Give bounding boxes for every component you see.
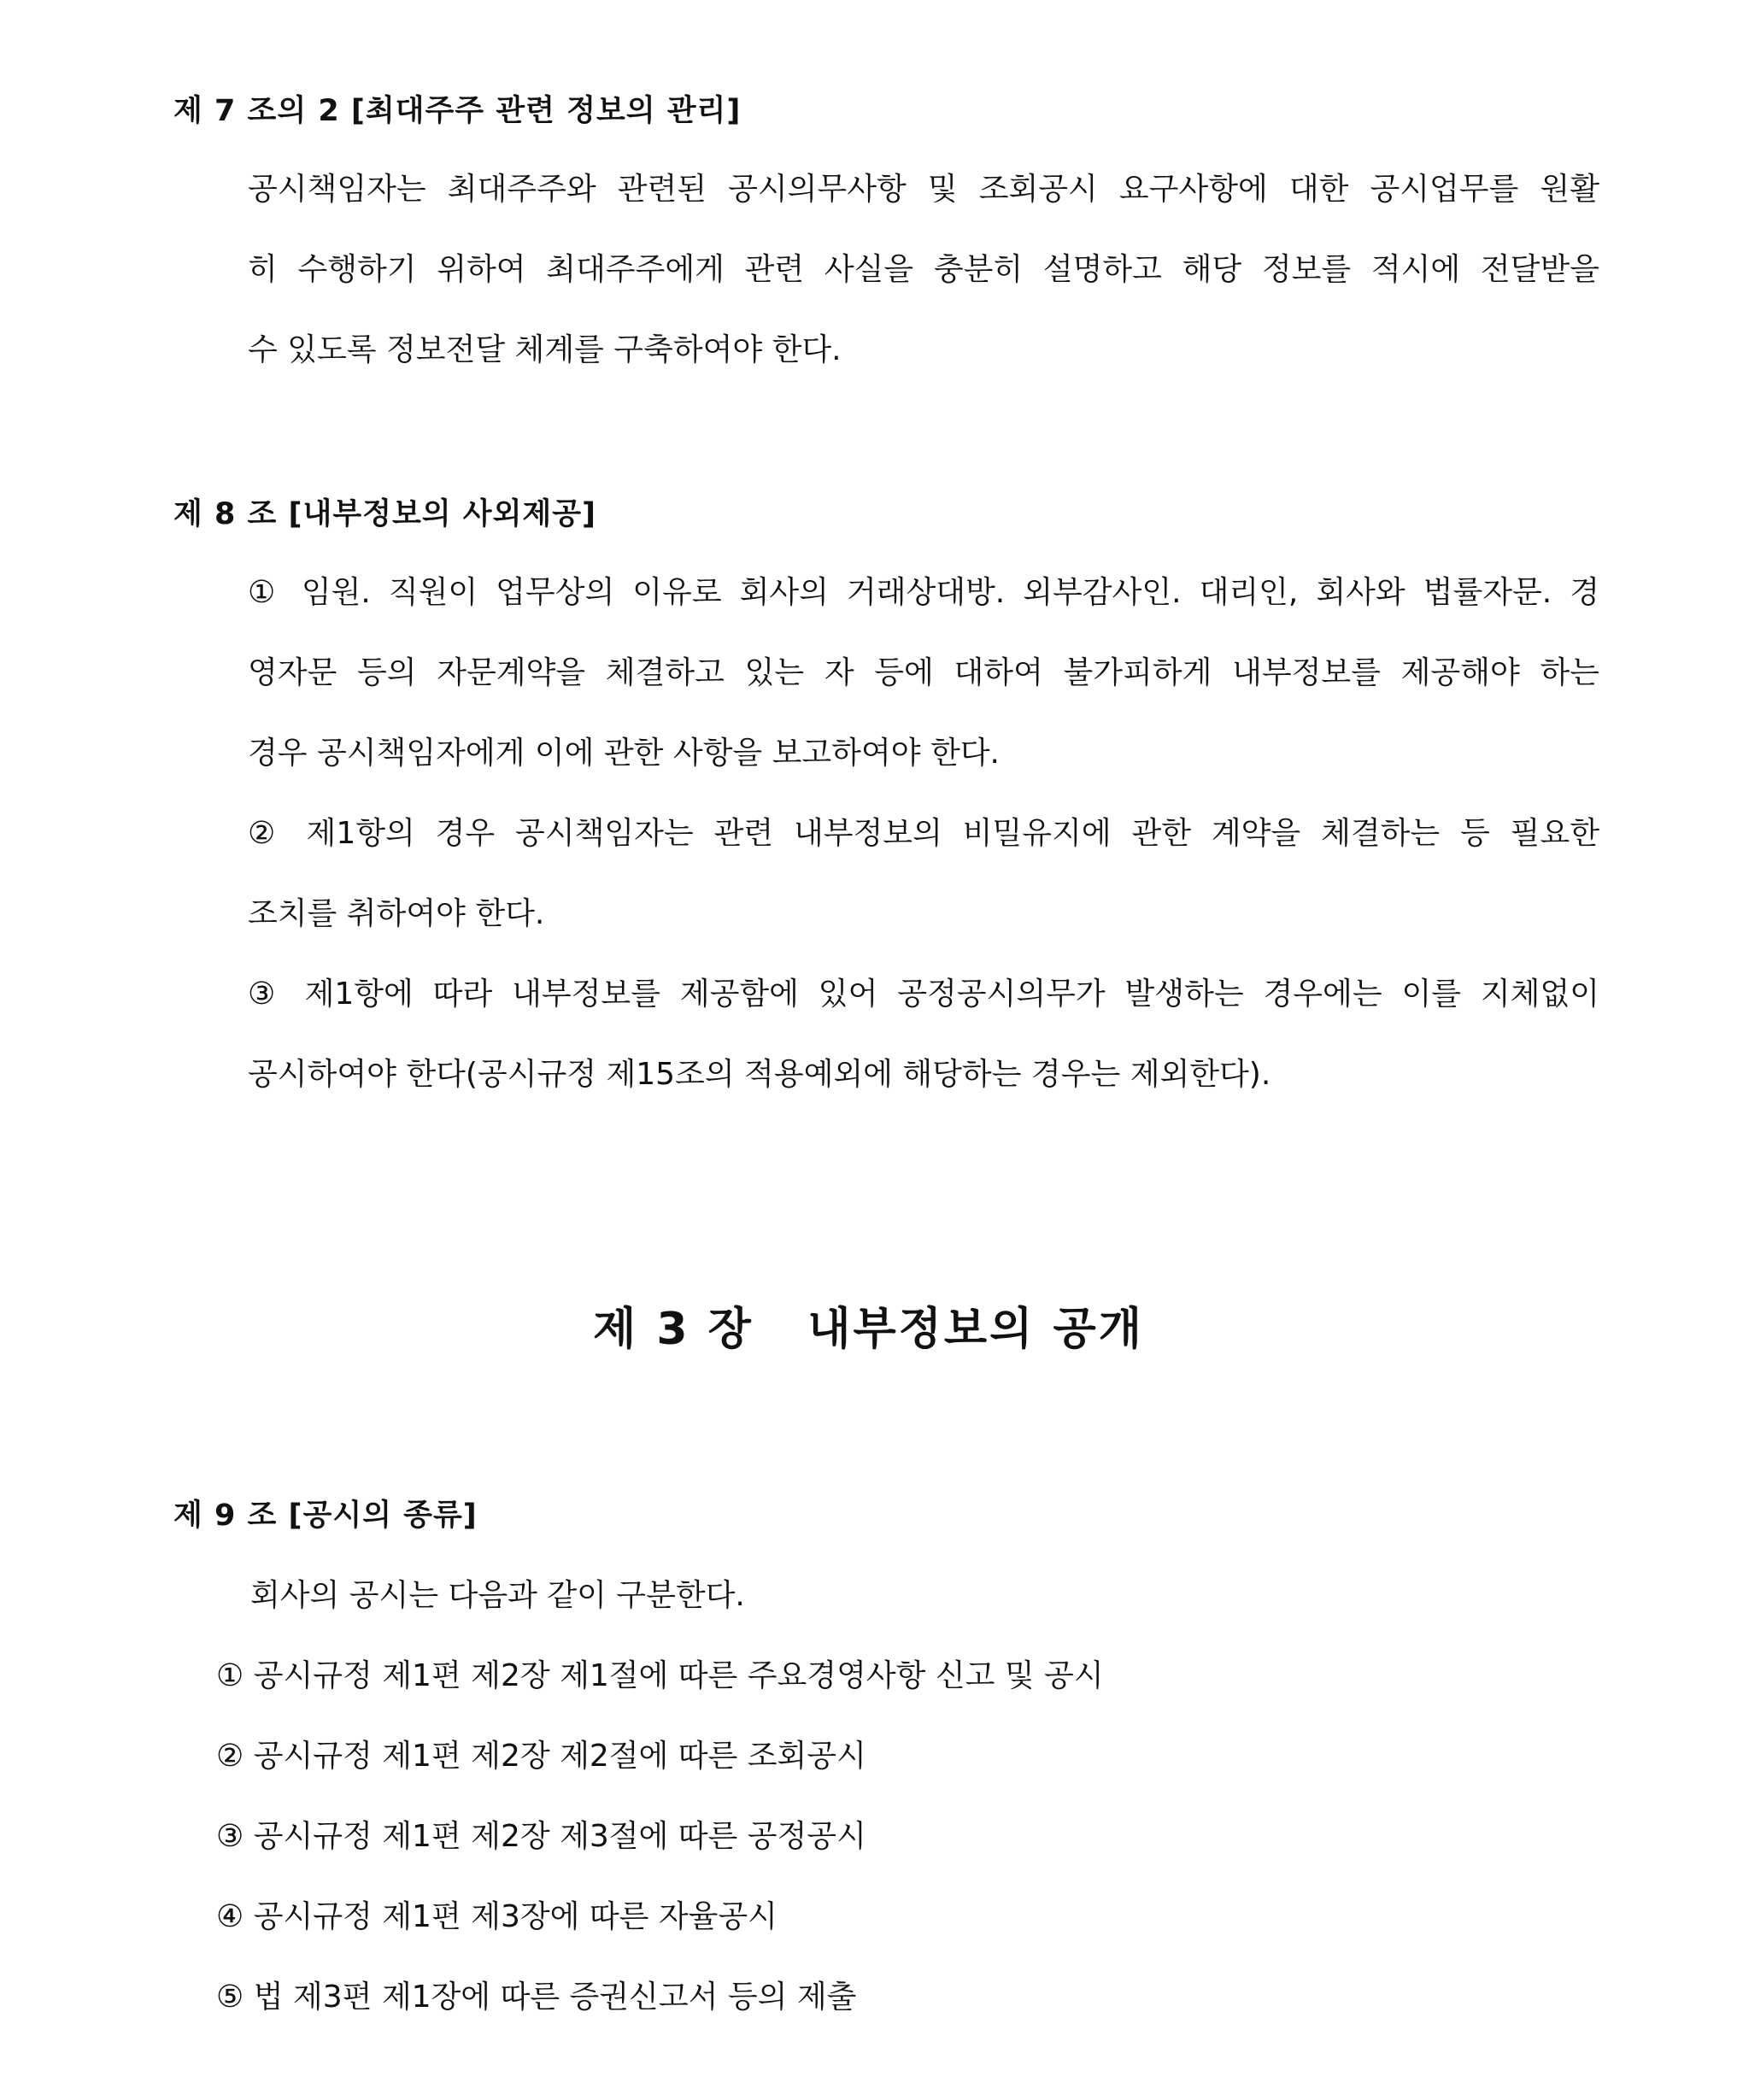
- article-8-line-6: ③ 제1항에 따라 내부정보를 제공함에 있어 공정공시의무가 발생하는 경우에는 이를 지체없이: [248, 977, 1599, 1012]
- article-9-item-2: ② 공시규정 제1편 제2장 제2절에 따른 조회공시: [216, 1739, 866, 1774]
- article-9-item-1: ① 공시규정 제1편 제2장 제1절에 따른 주요경영사항 신고 및 공시: [216, 1658, 1104, 1693]
- article-7-2-line-1: 공시책임자는 최대주주와 관련된 공시의무사항 및 조회공시 요구사항에 대한 공시업무를 원활: [248, 172, 1599, 207]
- article-7-2-line-3: 수 있도록 정보전달 체계를 구축하여야 한다.: [248, 332, 842, 367]
- article-8-line-3: 경우 공시책임자에게 이에 관한 사항을 보고하여야 한다.: [248, 736, 1000, 771]
- article-9-item-5: ⑤ 법 제3편 제1장에 따른 증권신고서 등의 제출: [216, 1980, 857, 2015]
- article-8-line-5: 조치를 취하여야 한다.: [248, 896, 545, 931]
- article-8-line-4: ② 제1항의 경우 공시책임자는 관련 내부정보의 비밀유지에 관한 계약을 체결하는 등 필요한: [248, 816, 1599, 851]
- article-9-intro: 회사의 공시는 다음과 같이 구분한다.: [250, 1578, 745, 1613]
- chapter-3-title: 제 3 장 내부정보의 공개: [593, 1304, 1144, 1355]
- article-8-heading: 제 8 조 [내부정보의 사외제공]: [173, 497, 596, 531]
- article-8-line-7: 공시하여야 한다(공시규정 제15조의 적용예외에 해당하는 경우는 제외한다).: [248, 1057, 1271, 1092]
- article-7-2-line-2: 히 수행하기 위하여 최대주주에게 관련 사실을 충분히 설명하고 해당 정보를 적시에 전달받을: [248, 252, 1599, 287]
- article-7-2-heading: 제 7 조의 2 [최대주주 관련 정보의 관리]: [173, 94, 742, 128]
- article-9-item-3: ③ 공시규정 제1편 제2장 제3절에 따른 공정공시: [216, 1819, 866, 1854]
- article-9-item-4: ④ 공시규정 제1편 제3장에 따른 자율공시: [216, 1899, 778, 1934]
- article-9-heading: 제 9 조 [공시의 종류]: [173, 1499, 478, 1533]
- article-8-line-1: ① 임원. 직원이 업무상의 이유로 회사의 거래상대방. 외부감사인. 대리인, 회사와 법률자문. 경: [248, 575, 1599, 610]
- article-8-line-2: 영자문 등의 자문계약을 체결하고 있는 자 등에 대하여 불가피하게 내부정보를 제공해야 하는: [248, 655, 1599, 690]
